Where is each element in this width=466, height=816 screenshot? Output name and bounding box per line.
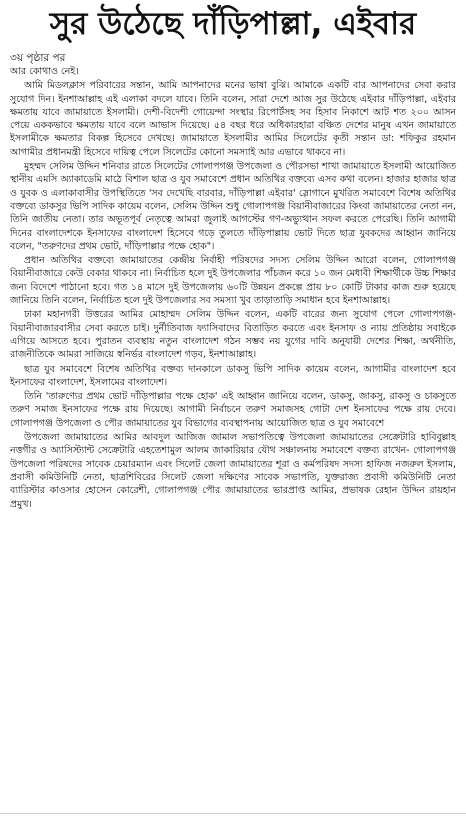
paragraph: আমি মিডলক্লাস পরিবারের সন্তান, আমি আপনাদের মনের ভাষা বুঝি। আমাকে একটি বার আপনাদের সেবা করার সুযোগ দিন। ইনশাআল্লাহ এই এলাকা বদলে যাবে। তিনি বলেন, সারা দেশে আজ সুর উঠেছে এইবার দাঁড়িপাল্লা, এইবার ক্ষমতায় যাবে জামায়াতে ইসলামী। দেশী-বিদেশী গোয়েন্দা সংস্থার রিপোর্টসহ সব হিসাব নিকাশে আট শত ২০০ আসন পেয়ে এককভাবে ক্ষমতায় যাবে বলে আভাস দিয়েছে। ৫৪ বছর ধরে অধিকারহারা বঞ্চিত দেশের মানুষ এখন জামায়াতে ইসলামীকে ক্ষমতার বিকল্প হিসেবে দেখছে। জামায়াতে ইসলামীর আমির সিলেটের কৃতী সন্তান ডা: শফিকুর রহমান আগামীর প্রধানমন্ত্রী হিসেবে দায়িত্ব পেলে সিলেটের কোনো সমস্যাই আর এভাবে থাকবে না।	[10, 80, 456, 158]
paragraph: মুহম্মদ সেলিম উদ্দিন শনিবার রাতে সিলেটের গোলাপগঞ্জ উপজেলা ও পৌরসভা শাখা জামায়াতে ইসলামী আয়োজিত স্থানীয় এমসি অ্যাকাডেমি মাঠে বিশাল ছাত্র ও যুব সমাবেশে প্রধান অতিথির বক্তব্যে এসব কথা বলেন। হাজার হাজার ছাত্র ও যুবক ও এলাকাবাসীর উপস্থিতিতে 'সব দেখেছি বারবার, দাঁড়িপাল্লা এইবার' স্লোগানে মুখরিত সমাবেশে বিশেষ অতিথির বক্তব্যে ডাকসুর ভিপি সাদিক কায়েম বলেন, সেলিম উদ্দিন শুধু গোলাপগঞ্জ বিয়ানীবাজারের কিংবা জামায়াতের নেতা নন, তিনি জাতীয় নেতা। তার অভূতপূর্ব নেতৃত্বে আমরা জুলাই আগস্টের গণ-অভ্যুত্থান সফল করতে পেরেছি। তিনি আগামী দিনের বাংলাদেশকে ইনসাফের বাংলাদেশ হিসেবে গড়ে তুলতে দাঁড়িপাল্লায় ভোট দিতে ছাত্র যুবকদের আহ্বান জানিয়ে বলেন, "তরুণদের প্রথম ভোট, দাঁড়িপাল্লার পক্ষে হোক"।	[10, 161, 456, 252]
news-article	[0, 2, 466, 816]
paragraph: ঢাকা মহানগরী উত্তরের আমির মোহাম্মদ সেলিম উদ্দিন বলেন, একটি বারের জন্য সুযোগ পেলে গোলাপগঞ্জ-বিয়ানীবাজারবাসীর সেবা করতে চাই। দুর্নীতিবাজ ফ্যাসিবাদের বিতাড়িত করতে এবং ইনসাফ ও ন্যায় প্রতিষ্ঠায় সবাইকে এগিয়ে আসতে হবে। পুরাতন ব্যবস্থায় নতুন বাংলাদেশ গঠন সম্ভব নয় যুগের দাবি অনুযায়ী দেশের শিক্ষা, অর্থনীতি, রাজনীতিকে আমরা সাজিয়ে স্বনির্ভর বাংলাদেশ গড়ব, ইনশাআল্লাহ।	[10, 309, 456, 361]
paragraph: আর কোথাও নেই।	[10, 66, 79, 77]
article-body	[10, 65, 456, 511]
paragraph: ছাত্র যুব সমাবেশে বিশেষ অতিথির বক্তব্য দানকালে ডাকসু ভিপি সাদিক কায়েম বলেন, আগামীর বাংলাদেশ হবে ইনসাফের বাংলাদেশ, ইসলামের বাংলাদেশ।	[10, 363, 456, 388]
paragraph: উপজেলা জামায়াতের আমির আবদুল আজিজ জামাল সভাপতিত্বে উপজেলা জামায়াতের সেক্রেটারি হাবিবুল্লাহ নত্তগীর ও অ্যাসিস্ট্যান্ট সেক্রেটারি এহতেশামুল আলম জাকারিয়ার যৌথ সঞ্চালনায় সমাবেশে বক্তব্য রাখেন- গোলাপগঞ্জ উপজেলা পরিষদের সাবেক চেয়ারম্যান এবং সিলেট জেলা জামায়াতের শূরা ও কর্মপরিষদ সদস্য হাফিজ নজরুল ইসলাম, প্রবাসী কমিউনিটি নেতা, ছাত্রশিবিরের সিলেট জেলা দক্ষিণের সাবেক সভাপতি, যুক্তরাজ্য প্রবাসী কমিউনিটি নেতা ব্যারিস্টার কাওসার হোসেন কোরেশী, গোলাপগঞ্জ পৌর জামায়াতের ভারপ্রাপ্ত আমির, প্রভাষক রেহান উদ্দিন রায়হান প্রমুখ।	[10, 432, 456, 510]
continued-from-label: ৩য় পৃষ্ঠার পর	[10, 52, 66, 64]
headline: সুর উঠেছে দাঁড়িপাল্লা, এইবার	[49, 6, 417, 42]
paragraph: প্রধান অতিথির বক্তব্যে জামায়াতের কেন্দ্রীয় নির্বাহী পরিষদের সদস্য সেলিম উদ্দিন আরো বলেন, গোলাপগঞ্জ বিয়ানীবাজারে কেউ বেকার থাকবে না। নির্বাচিত হলে দুই উপজেলার পাঁচজন করে ১০ জন মেধাবী শিক্ষার্থীকে উচ্চ শিক্ষার জন্য বিদেশে পাঠানো হবে। গত ১৪ মাসে দুই উপজেলায় ৬০টি উন্নয়ন প্রকল্পে প্রায় ৮০ কোটি টাকার কাজ শুরু হয়েছে জানিয়ে তিনি বলেন, নির্বাচিত হলে দুই উপজেলার সব সমস্যা খুব তাড়াতাড়ি সমাধান হবে ইনশাআল্লাহ।	[10, 255, 456, 307]
paragraph: তিনি 'তারুণ্যের প্রথম ভোট দাঁড়িপাল্লার পক্ষে হোক' এই আহ্বান জানিয়ে বলেন, ডাকসু, জাকসু, রাকসু ও চাকসুতে তরুণ সমাজ ইনসাফের পক্ষে রায় দিয়েছে। আগামী নির্বাচনে তরুণ সমাজসহ গোটা দেশ ইনসাফের পক্ষে রায় দেবে। গোলাপগঞ্জ উপজেলা ও পৌর জামায়াতের যুব বিভাগের ব্যবস্থাপনায় আয়োজিত ছাত্র ও যুব সমাবেশে	[10, 391, 456, 429]
